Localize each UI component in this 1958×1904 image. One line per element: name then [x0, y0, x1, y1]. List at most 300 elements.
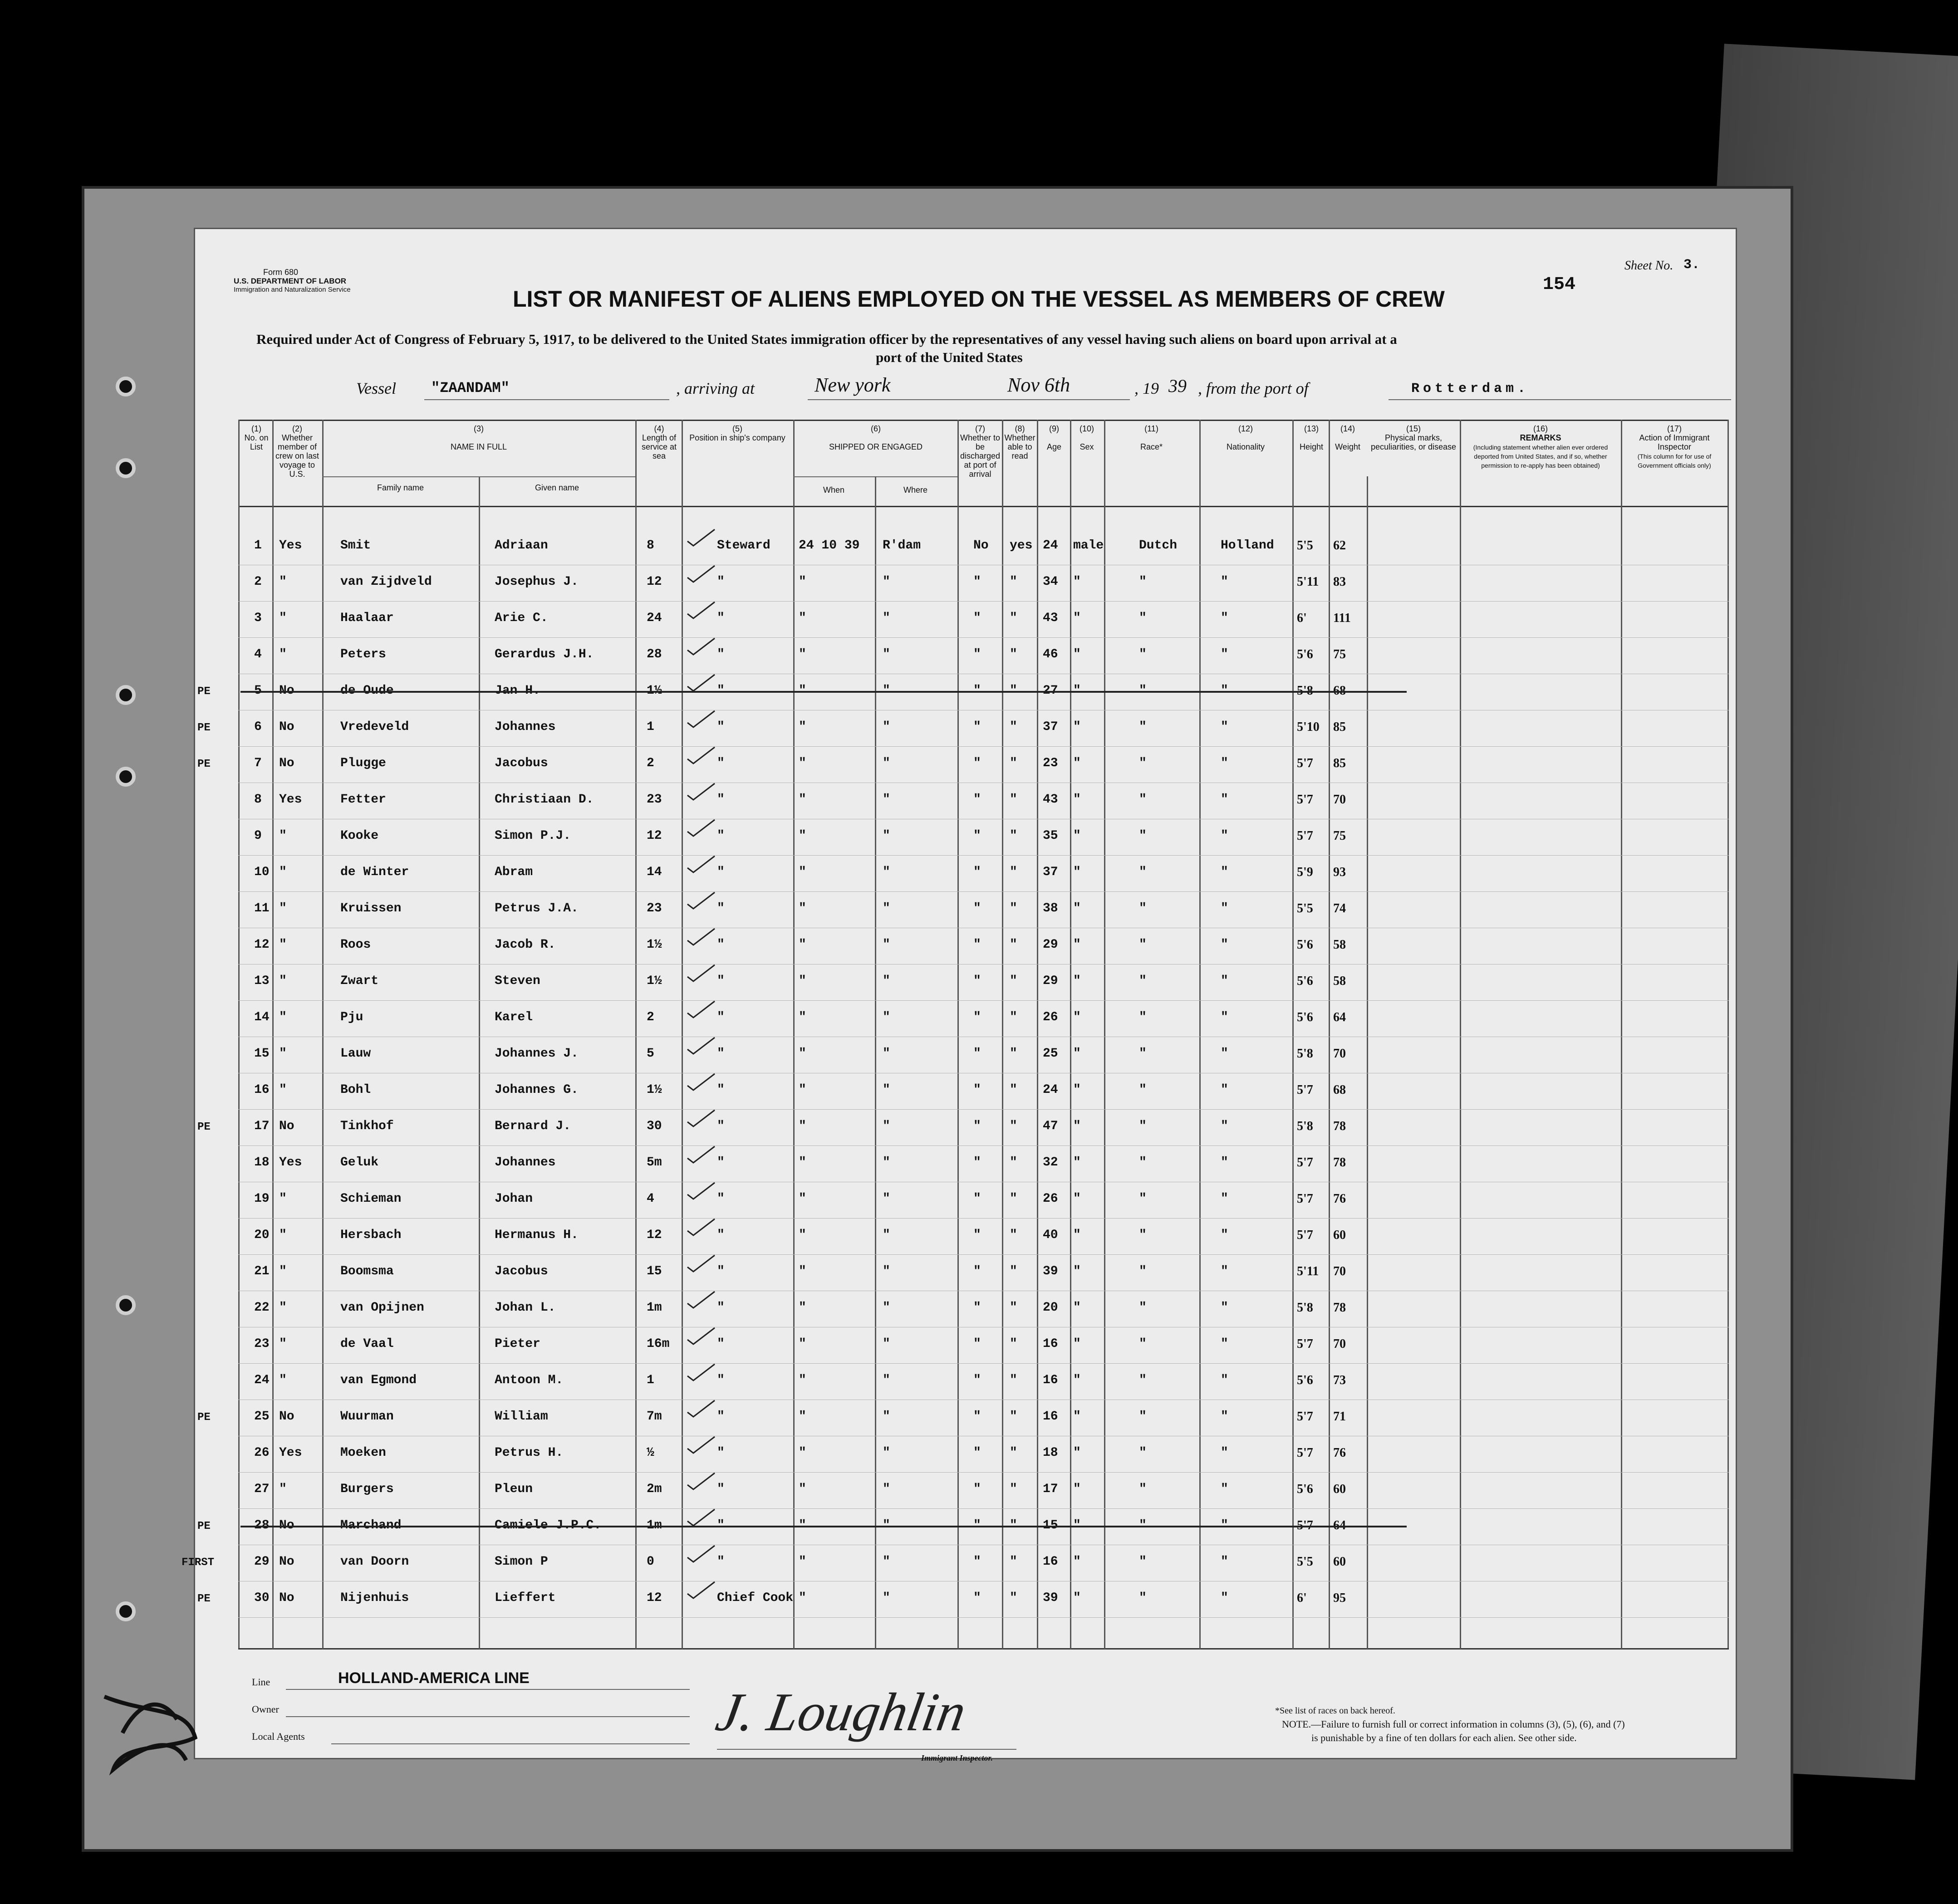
last-voyage-value: " [279, 901, 287, 915]
given-name: Steven [495, 974, 540, 988]
position: " [717, 611, 725, 625]
shipped-where: " [883, 1446, 890, 1460]
shipped-when: " [799, 974, 806, 988]
shipped-when: 24 10 39 [799, 538, 860, 553]
service-length: 12 [647, 575, 662, 589]
col-2-header: (2) Whether member of crew on last voyage to U.S. [275, 424, 319, 479]
nationality: " [1221, 1373, 1228, 1387]
shipped-when: " [799, 647, 806, 661]
position: Steward [717, 538, 770, 553]
race: " [1139, 865, 1147, 879]
able-to-read: " [1010, 1373, 1017, 1387]
weight: 85 [1333, 756, 1346, 770]
column-divider [1037, 420, 1038, 1649]
age: 43 [1043, 793, 1058, 807]
position: " [717, 720, 725, 734]
age: 39 [1043, 1264, 1058, 1278]
shipped-when: " [799, 901, 806, 915]
race: " [1139, 1119, 1147, 1133]
shipped-when: " [799, 1010, 806, 1024]
row-rule [238, 1254, 1729, 1255]
row-number: 22 [254, 1301, 270, 1315]
shipped-when: " [799, 1264, 806, 1278]
family-name: Pju [340, 1010, 363, 1024]
height: 5'7 [1297, 1410, 1313, 1424]
service-length: 8 [647, 538, 654, 553]
given-name: Johan [495, 1192, 533, 1206]
sex: " [1073, 1192, 1081, 1206]
race: " [1139, 647, 1147, 661]
nationality: " [1221, 1119, 1228, 1133]
discharged-value: " [973, 974, 981, 988]
age: 37 [1043, 865, 1058, 879]
service-length: 2 [647, 756, 654, 770]
family-name: Vredeveld [340, 720, 409, 734]
column-divider [875, 476, 876, 1649]
age: 24 [1043, 538, 1058, 553]
races-note: *See list of races on back hereof. [1275, 1706, 1395, 1716]
col-4-header: (4) Length of service at sea [641, 424, 677, 460]
age: 16 [1043, 1555, 1058, 1569]
sheet-number: 3. [1683, 257, 1700, 273]
nationality: " [1221, 1410, 1228, 1424]
row-number: 7 [254, 756, 262, 770]
service-length: 23 [647, 793, 662, 807]
family-name: Geluk [340, 1155, 379, 1170]
row-number: 24 [254, 1373, 270, 1387]
position: " [717, 1083, 725, 1097]
sex: " [1073, 1446, 1081, 1460]
able-to-read: " [1010, 720, 1017, 734]
row-number: 3 [254, 611, 262, 625]
table-bottom-rule [238, 1648, 1729, 1649]
position: " [717, 938, 725, 952]
height: 5'7 [1297, 1192, 1313, 1206]
check-mark-icon [685, 710, 717, 728]
weight: 75 [1333, 829, 1346, 843]
nationality: " [1221, 938, 1228, 952]
family-name: Haalaar [340, 611, 394, 625]
shipped-where: " [883, 1047, 890, 1061]
discharged-value: " [973, 1192, 981, 1206]
table-left-border [238, 420, 240, 1649]
race: " [1139, 1373, 1147, 1387]
last-voyage-value: " [279, 1337, 287, 1351]
height: 5'7 [1297, 1155, 1313, 1170]
shipped-where: " [883, 647, 890, 661]
age: 39 [1043, 1591, 1058, 1605]
date-underline [808, 399, 1130, 400]
service-length: 1 [647, 720, 654, 734]
weight: 70 [1333, 793, 1346, 807]
discharged-value: " [973, 1446, 981, 1460]
discharged-value: " [973, 901, 981, 915]
weight: 60 [1333, 1482, 1346, 1496]
margin-scribble-icon [95, 1679, 204, 1778]
service-length: 5 [647, 1047, 654, 1061]
position: Chief Cook [717, 1591, 794, 1605]
col-12-header: (12) Nationality [1226, 424, 1265, 451]
col-8-header: (8) Whether able to read [1004, 424, 1035, 460]
able-to-read: " [1010, 1591, 1017, 1605]
last-voyage-value: No [279, 1119, 294, 1133]
column-divider [272, 420, 274, 1649]
shipped-when: " [799, 793, 806, 807]
weight: 58 [1333, 974, 1346, 988]
able-to-read: " [1010, 1010, 1017, 1024]
height: 5'8 [1297, 1047, 1313, 1061]
row-number: 25 [254, 1410, 270, 1424]
row-number: 26 [254, 1446, 270, 1460]
column-divider [1199, 420, 1201, 1649]
race: " [1139, 938, 1147, 952]
check-mark-icon [685, 1000, 717, 1018]
weight: 68 [1333, 1083, 1346, 1097]
last-voyage-value: " [279, 1192, 287, 1206]
service-length: 1½ [647, 974, 662, 988]
family-name-header: Family name [377, 483, 424, 492]
col-3-header: (3) NAME IN FULL [450, 424, 507, 451]
sex: " [1073, 829, 1081, 843]
column-divider [1002, 420, 1003, 1649]
weight: 76 [1333, 1192, 1346, 1206]
check-mark-icon [685, 637, 717, 656]
family-name: Smit [340, 538, 371, 553]
margin-annotation: PE [197, 1593, 211, 1605]
family-name: Burgers [340, 1482, 394, 1496]
given-name: Jacobus [495, 1264, 548, 1278]
shipped-where: " [883, 1482, 890, 1496]
given-name: Gerardus J.H. [495, 647, 594, 661]
able-to-read: " [1010, 865, 1017, 879]
arrival-date: Nov 6th [1007, 374, 1070, 396]
last-voyage-value: " [279, 1301, 287, 1315]
row-number: 1 [254, 538, 262, 553]
column-divider [1329, 420, 1330, 1649]
row-rule [238, 1617, 1729, 1618]
height: 5'6 [1297, 974, 1313, 988]
age: 26 [1043, 1010, 1058, 1024]
race: " [1139, 1446, 1147, 1460]
row-rule [238, 891, 1729, 892]
sex: " [1073, 1555, 1081, 1569]
check-mark-icon [685, 1363, 717, 1381]
service-length: 1 [647, 1373, 654, 1387]
weight: 60 [1333, 1555, 1346, 1569]
race: " [1139, 1337, 1147, 1351]
shipped-where: " [883, 901, 890, 915]
row-rule [238, 855, 1729, 856]
sex: " [1073, 575, 1081, 589]
weight: 78 [1333, 1119, 1346, 1133]
binder-hole-icon [116, 377, 136, 396]
nationality: " [1221, 865, 1228, 879]
where-header: Where [903, 485, 927, 494]
nationality: " [1221, 1482, 1228, 1496]
last-voyage-value: Yes [279, 1155, 302, 1170]
binder-hole-icon [116, 1601, 136, 1621]
col-5-header: (5) Position in ship's company [689, 424, 785, 442]
given-name: Karel [495, 1010, 533, 1024]
discharged-value: " [973, 1337, 981, 1351]
race: " [1139, 793, 1147, 807]
race: " [1139, 1010, 1147, 1024]
age: 32 [1043, 1155, 1058, 1170]
family-name: Boomsma [340, 1264, 394, 1278]
able-to-read: " [1010, 1047, 1017, 1061]
service-length: 12 [647, 1228, 662, 1242]
service-length: 15 [647, 1264, 662, 1278]
col-13-header: (13) Height [1299, 424, 1324, 451]
able-to-read: " [1010, 1155, 1017, 1170]
family-name: Nijenhuis [340, 1591, 409, 1605]
last-voyage-value: " [279, 1010, 287, 1024]
able-to-read: " [1010, 1301, 1017, 1315]
shipped-where: " [883, 1119, 890, 1133]
height: 5'7 [1297, 1083, 1313, 1097]
height: 6' [1297, 1591, 1307, 1605]
age: 16 [1043, 1410, 1058, 1424]
race: " [1139, 1192, 1147, 1206]
row-rule [238, 1472, 1729, 1473]
nationality: " [1221, 1555, 1228, 1569]
agents-label: Local Agents [252, 1731, 305, 1742]
discharged-value: " [973, 720, 981, 734]
sex: " [1073, 1301, 1081, 1315]
row-rule [238, 746, 1729, 747]
sex: " [1073, 793, 1081, 807]
given-name: Johannes J. [495, 1047, 579, 1061]
position: " [717, 1373, 725, 1387]
row-number: 6 [254, 720, 262, 734]
nationality: " [1221, 756, 1228, 770]
discharged-value: " [973, 1373, 981, 1387]
shipped-where: " [883, 1301, 890, 1315]
inspector-label: Immigrant Inspector. [921, 1753, 993, 1762]
shipped-where: " [883, 1155, 890, 1170]
service-length: 16m [647, 1337, 670, 1351]
shipped-when: " [799, 938, 806, 952]
position: " [717, 1410, 725, 1424]
service-length: 14 [647, 865, 662, 879]
row-rule [238, 1508, 1729, 1509]
margin-annotation: PE [197, 758, 211, 770]
weight: 74 [1333, 901, 1346, 915]
height: 5'7 [1297, 756, 1313, 770]
discharged-value: " [973, 865, 981, 879]
shipped-when: " [799, 1119, 806, 1133]
sex: " [1073, 1155, 1081, 1170]
able-to-read: " [1010, 1555, 1017, 1569]
sex: " [1073, 1591, 1081, 1605]
last-voyage-value: " [279, 1083, 287, 1097]
row-number: 20 [254, 1228, 270, 1242]
height: 5'8 [1297, 1301, 1313, 1315]
position: " [717, 1555, 725, 1569]
family-name: Moeken [340, 1446, 386, 1460]
shipped-where: " [883, 1264, 890, 1278]
given-name: Lieffert [495, 1591, 556, 1605]
able-to-read: " [1010, 1482, 1017, 1496]
family-name: van Doorn [340, 1555, 409, 1569]
height: 6' [1297, 611, 1307, 625]
owner-label: Owner [252, 1703, 279, 1715]
check-mark-icon [685, 1182, 717, 1200]
family-name: Fetter [340, 793, 386, 807]
position: " [717, 1119, 725, 1133]
subtitle-line-2: port of the United States [876, 349, 1023, 365]
given-name: Bernard J. [495, 1119, 571, 1133]
line-underline [286, 1689, 690, 1690]
table-header-rule [238, 506, 1729, 507]
shipped-when: " [799, 1373, 806, 1387]
family-name: Kruissen [340, 901, 402, 915]
weight: 83 [1333, 575, 1346, 589]
height: 5'5 [1297, 901, 1313, 915]
check-mark-icon [685, 1218, 717, 1236]
row-rule [238, 601, 1729, 602]
table-top-rule [238, 420, 1729, 421]
age: 38 [1043, 901, 1058, 915]
able-to-read: " [1010, 1264, 1017, 1278]
weight: 95 [1333, 1591, 1346, 1605]
family-name: de Winter [340, 865, 409, 879]
column-divider [793, 420, 795, 1649]
family-name: Hersbach [340, 1228, 402, 1242]
shipped-where: " [883, 1410, 890, 1424]
family-name: van Egmond [340, 1373, 417, 1387]
margin-annotation: PE [197, 722, 211, 734]
given-name: Johannes [495, 720, 556, 734]
shipped-when: " [799, 1155, 806, 1170]
strikethrough-line [240, 691, 1407, 693]
race: " [1139, 756, 1147, 770]
row-number: 13 [254, 974, 270, 988]
col-6-header: (6) SHIPPED OR ENGAGED [829, 424, 923, 451]
column-divider [1460, 420, 1461, 1649]
departure-port: Rotterdam. [1411, 381, 1530, 396]
row-number: 27 [254, 1482, 270, 1496]
age: 40 [1043, 1228, 1058, 1242]
shipped-when: " [799, 611, 806, 625]
shipped-where: " [883, 720, 890, 734]
height: 5'5 [1297, 1555, 1313, 1569]
check-mark-icon [685, 601, 717, 619]
given-name: Josephus J. [495, 575, 579, 589]
row-number: 15 [254, 1047, 270, 1061]
shipped-when: " [799, 1591, 806, 1605]
shipped-when: " [799, 756, 806, 770]
given-name: Petrus J.A. [495, 901, 579, 915]
able-to-read: " [1010, 611, 1017, 625]
weight: 60 [1333, 1228, 1346, 1242]
able-to-read: yes [1010, 538, 1033, 553]
service-length: 1½ [647, 1083, 662, 1097]
family-name: Bohl [340, 1083, 371, 1097]
col-14-header: (14) Weight [1335, 424, 1360, 451]
weight: 70 [1333, 1264, 1346, 1278]
last-voyage-value: No [279, 756, 294, 770]
discharged-value: " [973, 1228, 981, 1242]
margin-annotation: PE [197, 1121, 211, 1133]
race: " [1139, 1555, 1147, 1569]
position: " [717, 1047, 725, 1061]
shipped-where: " [883, 974, 890, 988]
position: " [717, 901, 725, 915]
column-divider [479, 476, 480, 1649]
position: " [717, 575, 725, 589]
col-11-header: (11) Race* [1140, 424, 1163, 451]
discharged-value: " [973, 1410, 981, 1424]
age: 16 [1043, 1373, 1058, 1387]
manifest-sheet [182, 229, 1736, 1762]
shipped-where: R'dam [883, 538, 921, 553]
row-rule [238, 1000, 1729, 1001]
shipped-when: " [799, 575, 806, 589]
race: " [1139, 1301, 1147, 1315]
shipped-where: " [883, 1010, 890, 1024]
vessel-label: Vessel [356, 379, 396, 397]
discharged-value: " [973, 575, 981, 589]
margin-annotation: PE [197, 1520, 211, 1532]
margin-annotation: PE [197, 685, 211, 698]
last-voyage-value: No [279, 1410, 294, 1424]
arriving-label: , arriving at [676, 379, 755, 397]
family-name: van Opijnen [340, 1301, 424, 1315]
row-number: 11 [254, 901, 270, 915]
service-length: 23 [647, 901, 662, 915]
age: 25 [1043, 1047, 1058, 1061]
check-mark-icon [685, 964, 717, 982]
able-to-read: " [1010, 1410, 1017, 1424]
race: " [1139, 611, 1147, 625]
family-name: Schieman [340, 1192, 402, 1206]
row-number: 23 [254, 1337, 270, 1351]
family-name: Tinkhof [340, 1119, 394, 1133]
family-name: Roos [340, 938, 371, 952]
nationality: " [1221, 1047, 1228, 1061]
shipped-when: " [799, 1083, 806, 1097]
height: 5'9 [1297, 865, 1313, 879]
height: 5'11 [1297, 575, 1319, 589]
able-to-read: " [1010, 1083, 1017, 1097]
age: 47 [1043, 1119, 1058, 1133]
shipped-when: " [799, 1555, 806, 1569]
shipped-where: " [883, 1083, 890, 1097]
column-divider [682, 420, 683, 1649]
check-mark-icon [685, 1436, 717, 1454]
sex: " [1073, 1482, 1081, 1496]
age: 29 [1043, 938, 1058, 952]
race: " [1139, 829, 1147, 843]
row-number: 12 [254, 938, 270, 952]
discharged-value: " [973, 1482, 981, 1496]
weight: 62 [1333, 538, 1346, 553]
check-mark-icon [685, 1109, 717, 1127]
discharged-value: " [973, 1264, 981, 1278]
family-name: Zwart [340, 974, 379, 988]
owner-underline [286, 1716, 690, 1717]
height: 5'7 [1297, 1446, 1313, 1460]
age: 26 [1043, 1192, 1058, 1206]
weight: 93 [1333, 865, 1346, 879]
last-voyage-value: Yes [279, 1446, 302, 1460]
nationality: " [1221, 1591, 1228, 1605]
race: " [1139, 720, 1147, 734]
position: " [717, 647, 725, 661]
race: " [1139, 974, 1147, 988]
check-mark-icon [685, 1073, 717, 1091]
